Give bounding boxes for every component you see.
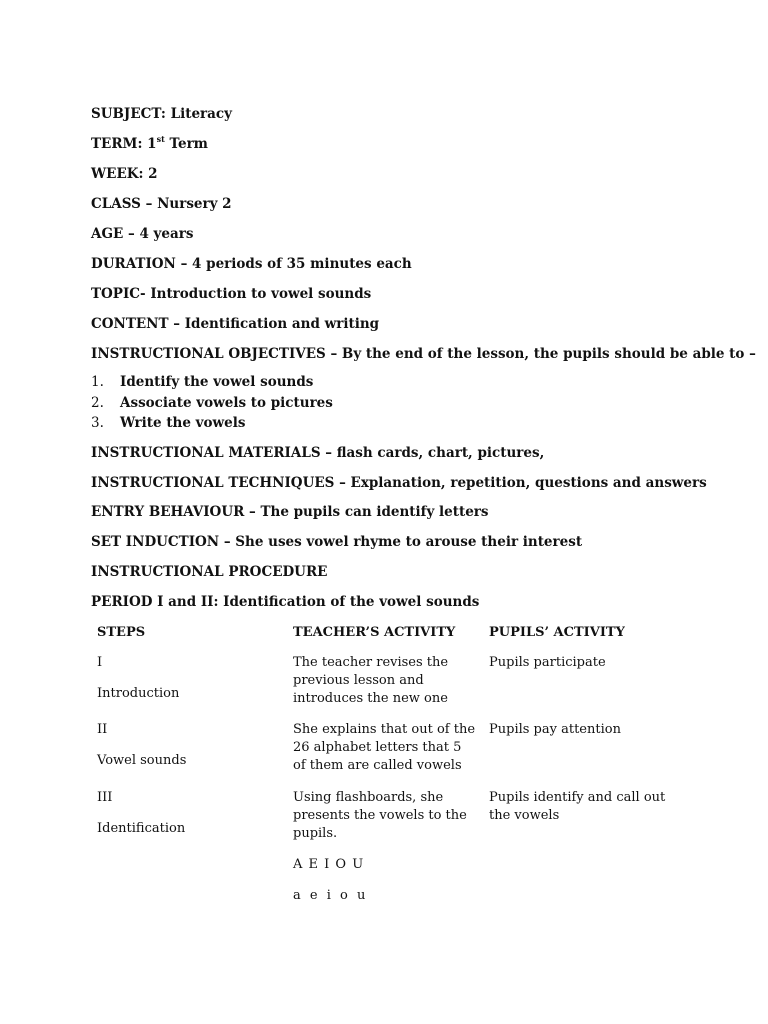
topic-line: TOPIC- Introduction to vowel sounds xyxy=(91,286,372,302)
term-prefix: TERM: 1 xyxy=(91,136,157,152)
procedure-heading: INSTRUCTIONAL PROCEDURE xyxy=(91,564,328,580)
techniques-line: INSTRUCTIONAL TECHNIQUES – Explanation, repetition, questions and answers xyxy=(91,475,707,491)
teacher-activity: The teacher revises the previous lesson and introduces the new one xyxy=(293,655,449,706)
objective-text: Associate vowels to pictures xyxy=(120,395,333,411)
objectives-heading: INSTRUCTIONAL OBJECTIVES – By the end of the lesson, the pupils should be able to – xyxy=(91,346,756,362)
pupils-activity: Pupils pay attention xyxy=(489,722,621,737)
header-steps: STEPS xyxy=(97,625,146,640)
period-heading: PERIOD I and II: Identification of the vowel sounds xyxy=(91,594,480,610)
step-number: I xyxy=(97,655,103,670)
objective-item xyxy=(91,414,245,432)
vowels-uppercase: A E I O U xyxy=(293,857,365,872)
objective-number: 1. xyxy=(91,374,104,390)
objective-number: 2. xyxy=(91,395,104,411)
step-name: Identification xyxy=(97,821,186,836)
age-line: AGE – 4 years xyxy=(91,226,194,242)
class-line: CLASS – Nursery 2 xyxy=(91,196,232,212)
pupils-activity: Pupils identify and call out the vowels xyxy=(489,790,666,823)
content-line: CONTENT – Identification and writing xyxy=(91,316,380,332)
step-name: Vowel sounds xyxy=(97,753,187,768)
header-teacher-activity: TEACHER’S ACTIVITY xyxy=(293,625,456,640)
objective-item xyxy=(91,394,333,412)
set-induction-line: SET INDUCTION – She uses vowel rhyme to arouse their interest xyxy=(91,534,583,550)
subject-line: SUBJECT: Literacy xyxy=(91,106,232,122)
teacher-activity: She explains that out of the 26 alphabet letters that 5 of them are called vowels xyxy=(293,722,476,773)
entry-behaviour-line: ENTRY BEHAVIOUR – The pupils can identify letters xyxy=(91,504,489,520)
materials-line: INSTRUCTIONAL MATERIALS – flash cards, chart, pictures, xyxy=(91,445,545,461)
term-suffix: Term xyxy=(164,136,208,152)
term-superscript: st xyxy=(156,133,165,144)
pupils-activity: Pupils participate xyxy=(489,655,606,670)
objective-item xyxy=(91,373,313,391)
objective-text: Identify the vowel sounds xyxy=(120,374,314,390)
step-number: II xyxy=(97,722,108,737)
vowels-lowercase: a e i o u xyxy=(293,888,366,903)
objective-text: Write the vowels xyxy=(120,415,246,431)
teacher-activity: Using flashboards, she presents the vowels to the pupils. xyxy=(293,790,467,841)
term-line xyxy=(91,135,208,153)
objective-number: 3. xyxy=(91,415,104,431)
week-line: WEEK: 2 xyxy=(91,166,158,182)
step-name: Introduction xyxy=(97,686,180,701)
step-number: III xyxy=(97,790,113,805)
duration-line: DURATION – 4 periods of 35 minutes each xyxy=(91,256,412,272)
header-pupils-activity: PUPILS’ ACTIVITY xyxy=(489,625,625,640)
